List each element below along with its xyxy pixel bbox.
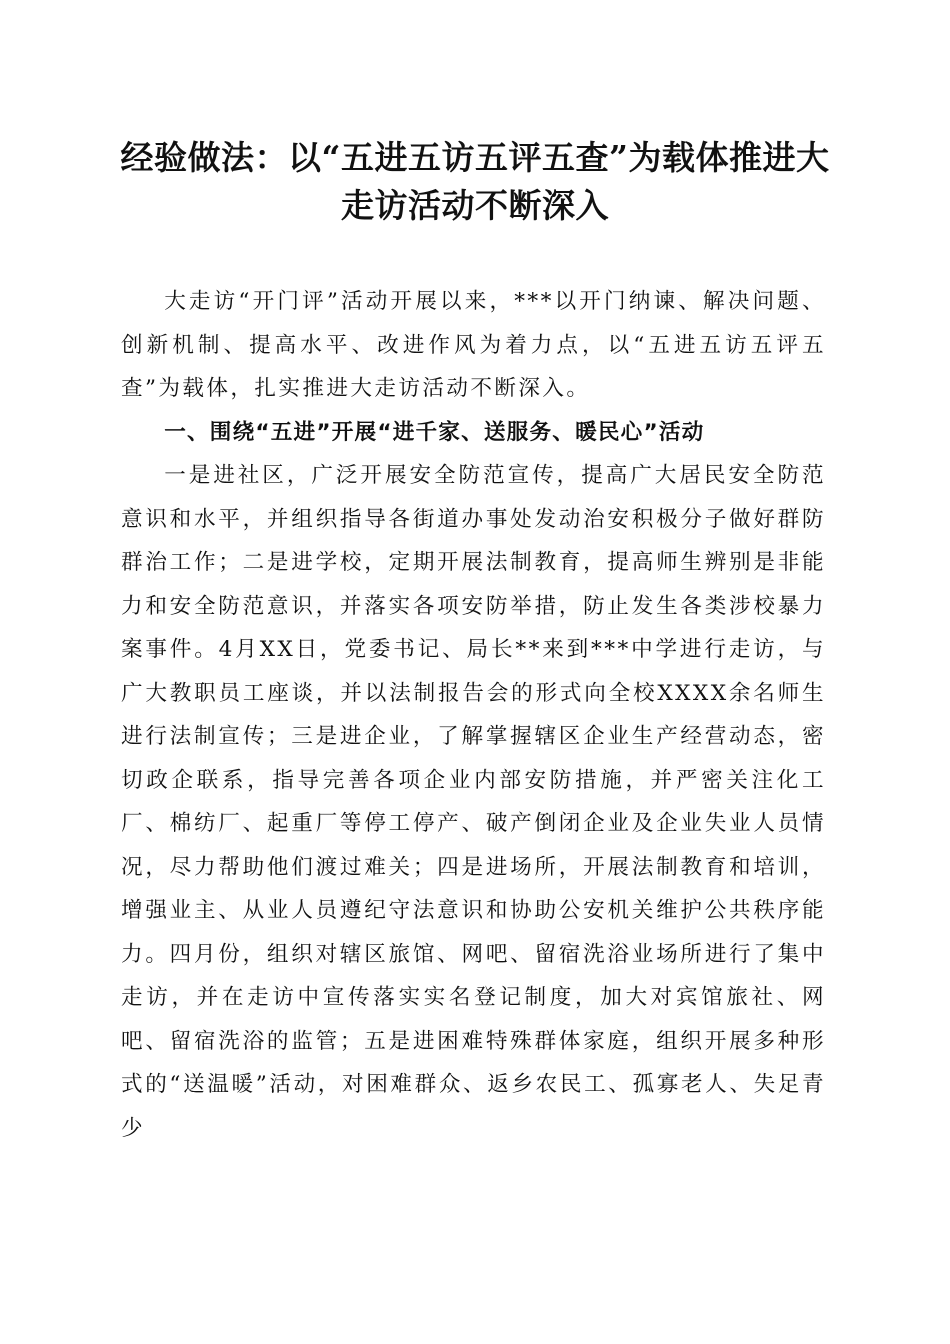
- intro-paragraph: 大走访“开门评”活动开展以来，***以开门纳谏、解决问题、创新机制、提高水平、改进作风为着力点，以“五进五访五评五查”为载体，扎实推进大走访活动不断深入。: [121, 289, 826, 401]
- document-body: [121, 280, 826, 1150]
- section-heading: 一、围绕“五进”开展“进千家、送服务、暖民心”活动: [164, 419, 705, 445]
- document-title: 经验做法：以“五进五访五评五查”为载体推进大走访活动不断深入: [120, 138, 830, 225]
- section-paragraph: 一是进社区，广泛开展安全防范宣传，提高广大居民安全防范意识和水平，并组织指导各街道办事处发动治安积极分子做好群防群治工作；二是进学校，定期开展法制教育，提高师生辨别是非能力和安全防范意识，并落实各项安防举措，防止发生各类涉校暴力案事件。4月XX日，党委书记、局长**来到***中学进行走访，与广大教职员工座谈，并以法制报告会的形式向全校XXXX余名师生进行法制宣传；三是进企业，了解掌握辖区企业生产经营动态，密切政企联系，指导完善各项企业内部安防措施，并严密关注化工厂、棉纺厂、起重厂等停工停产、破产倒闭企业及企业失业人员情况，尽力帮助他们渡过难关；四是进场所，开展法制教育和培训，增强业主、从业人员遵纪守法意识和协助公安机关维护公共秩序能力。四月份，组织对辖区旅馆、网吧、留宿洗浴业场所进行了集中走访，并在走访中宣传落实实名登记制度，加大对宾馆旅社、网吧、留宿洗浴的监管；五是进困难特殊群体家庭，组织开展多种形式的“送温暖”活动，对困难群众、返乡农民工、孤寡老人、失足青少: [121, 463, 826, 1141]
